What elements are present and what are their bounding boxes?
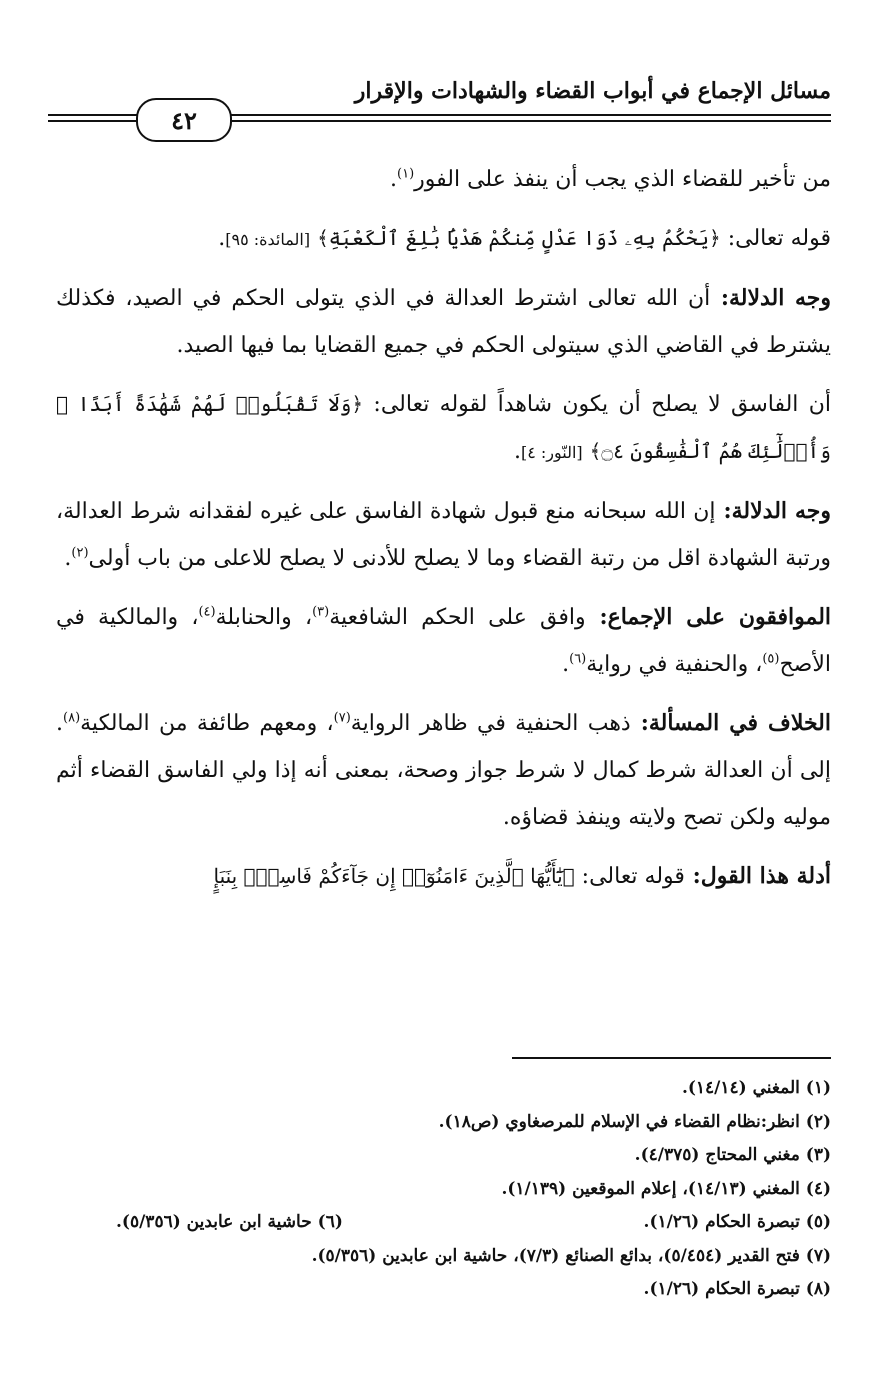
main-text [56,156,831,912]
quran-verse: ﴿يَٰٓأَيُّهَا ٱلَّذِينَ ءَامَنُوٓا۟ إِن جَآءَكُمْ فَاسِقٌۢ بِنَبَإٍ [213,864,575,888]
footnote-ref[interactable]: (٨) [63,710,81,726]
verse-reference: [المائدة: ٩٥] [225,230,311,249]
section-lead: وجه الدلالة: [715,498,831,524]
footnote-3: (٣) مغني المحتاج (٤/٣٧٥). [634,1145,831,1165]
paragraph-8: أدلة هذا القول: قوله تعالى: ﴿يَٰٓأَيُّهَا ٱلَّذِينَ ءَامَنُوٓا۟ إِن جَآءَكُمْ فَاسِقٌۢ بِنَبَإٍ [213,863,831,889]
footnote-5-6 [56,1206,831,1240]
paragraph-4: أن الفاسق لا يصلح أن يكون شاهداً لقوله تعالى: ﴿وَلَا تَقْبَلُوا۟ لَهُمْ شَهَٰدَةً أَبَدًا ۚ وَأُو۟لَٰٓئِكَ هُمُ ٱلْفَٰسِقُونَ ۝٤﴾ [النّور: ٤]. [56,392,831,464]
quran-verse: ﴿وَلَا تَقْبَلُوا۟ لَهُمْ شَهَٰدَةً أَبَدًا ۚ وَأُو۟لَٰٓئِكَ هُمُ ٱلْفَٰسِقُونَ ۝٤﴾ [56,392,831,463]
paragraph-6: الموافقون على الإجماع: وافق على الحكم الشافعية$^{(٣)}$، والحنابلة$^{(٤)}$، والمالكية في الأصح$^{(٥)}$، والحنفية في رواية$^{(٦)}$. [56,604,832,677]
footnote-ref[interactable]: (١) [397,166,415,182]
paragraph-3: وجه الدلالة: أن الله تعالى اشترط العدالة في الذي يتولى الحكم في الصيد، فكذلك يشترط في القاضي الذي سيتولى الحكم في جميع القضايا بما فيها الصيد. [56,285,831,358]
footnote-8: (٨) تبصرة الحكام (١/٢٦). [643,1279,831,1299]
footnote-separator [512,1057,831,1059]
paragraph-5: وجه الدلالة: إن الله سبحانه منع قبول شهادة الفاسق على غيره لفقدانه شرط العدالة، ورتبة الشهادة اقل من رتبة القضاء وما لا يصلح للأدنى لا يصلح للاعلى من باب أولى$^{(٢)}$. [56,498,831,571]
section-lead: الموافقون على الإجماع: [585,604,832,630]
footnotes [56,1072,831,1307]
page-header [48,78,831,148]
page-number: ٤٢ [171,105,197,135]
running-title: مسائل الإجماع في أبواب القضاء والشهادات والإقرار [354,78,831,104]
footnote-ref[interactable]: (٤) [198,604,216,620]
footnote-ref[interactable]: (٢) [71,545,89,561]
page-number-badge [136,98,232,142]
section-lead: وجه الدلالة: [710,285,831,311]
paragraph-7: الخلاف في المسألة: ذهب الحنفية في ظاهر الرواية$^{(٧)}$، ومعهم طائفة من المالكية$^{(٨)}$. إلى أن العدالة شرط كمال لا شرط جواز وصحة، بمعنى أنه إذا ولي الفاسق القضاء أثم موليه ولكن تصح ولايته وينفذ قضاؤه. [56,710,831,830]
footnote-ref[interactable]: (٧) [333,710,351,726]
footnote-ref[interactable]: (٣) [312,604,330,620]
section-lead: أدلة هذا القول: [684,863,831,889]
footnote-ref[interactable]: (٦) [569,651,587,667]
paragraph-1: من تأخير للقضاء الذي يجب أن ينفذ على الفور$^{(١)}$. [390,166,831,192]
verse-reference: [النّور: ٤] [520,443,583,462]
footnote-5: (٥) تبصرة الحكام (١/٢٦). [643,1212,831,1232]
footnote-2: (٢) انظر:نظام القضاء في الإسلام للمرصغاوي (ص١٨). [438,1111,831,1132]
footnote-ref[interactable]: (٥) [762,651,780,667]
footnote-7: (٧) فتح القدير (٥/٤٥٤)، بدائع الصنائع (٧/٣)، حاشية ابن عابدين (٥/٣٥٦). [311,1245,831,1266]
footnote-6: (٦) حاشية ابن عابدين (٥/٣٥٦). [116,1212,343,1232]
footnote-4: (٤) المغني (١٤/١٣)، إعلام الموقعين (١/١٣٩). [501,1178,831,1199]
paragraph-2: قوله تعالى: ﴿يَحْكُمُ بِهِۦ ذَوَا عَدْلٍ مِّنكُمْ هَدْيَۢا بَٰلِغَ ٱلْكَعْبَةِ﴾ [المائدة: ٩٥]. [218,226,831,251]
footnote-1: (١) المغني (١٤/١٤). [681,1078,831,1098]
section-lead: الخلاف في المسألة: [630,710,831,736]
quran-verse: ﴿يَحْكُمُ بِهِۦ ذَوَا عَدْلٍ مِّنكُمْ هَدْيَۢا بَٰلِغَ ٱلْكَعْبَةِ﴾ [317,226,721,250]
